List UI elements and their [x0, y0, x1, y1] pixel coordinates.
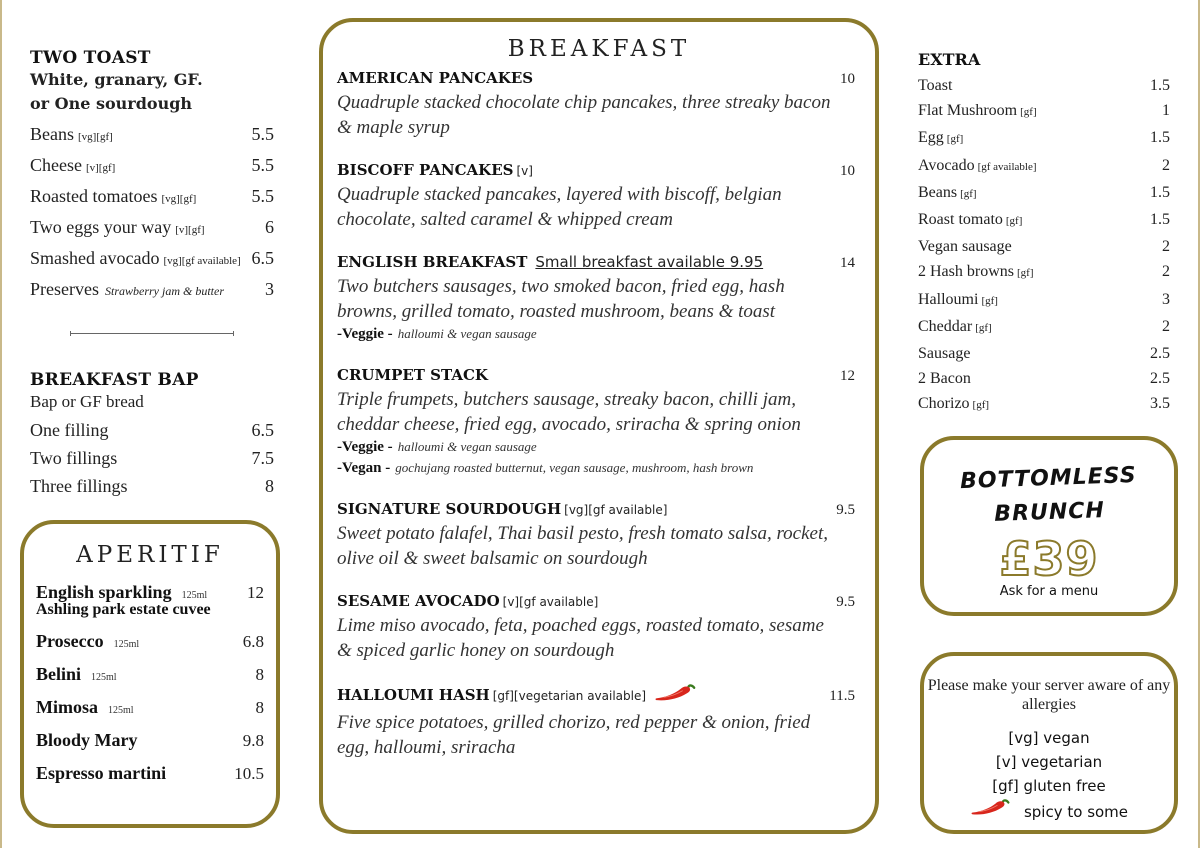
breakfast-item-head — [337, 499, 861, 519]
breakfast-item-head — [337, 591, 861, 611]
extra-item-label — [918, 287, 998, 314]
extra-item-label — [918, 125, 963, 152]
breakfast-item — [337, 252, 861, 345]
drink-item-label — [36, 664, 117, 685]
menu-item-price: 5.5 — [251, 186, 274, 206]
brunch-title — [923, 458, 1175, 535]
drink-item-label — [36, 697, 134, 718]
dietary-tag: [gf] — [981, 294, 998, 307]
drink-name: English sparkling — [36, 582, 172, 602]
dish-name: SESAME AVOCADO — [337, 592, 500, 610]
legend-item: [v] vegetarian — [995, 753, 1103, 771]
dish-description: Five spice potatoes, grilled chorizo, red pepper & onion, fried egg, halloumi, sriracha — [337, 712, 811, 758]
dish-variant — [337, 324, 861, 345]
menu-item — [30, 444, 274, 472]
section-subtitle: Bap or GF bread — [30, 392, 144, 411]
extra-item-name: Flat Mushroom — [918, 102, 1018, 120]
drink-name: Belini — [36, 664, 82, 684]
menu-item-price: 7.5 — [251, 448, 274, 468]
drink-item-label — [36, 763, 166, 784]
extra-item-price: 2 — [1162, 317, 1170, 335]
section-divider — [70, 333, 234, 334]
toast-list — [30, 120, 274, 305]
dietary-tag: [gf] — [960, 187, 977, 200]
dish-variant — [337, 458, 861, 479]
drink-size: 125ml — [91, 672, 117, 683]
breakfast-item-head — [337, 683, 861, 708]
dish-description: Triple frumpets, butchers sausage, streaky bacon, chilli jam, cheddar cheese, fried egg, avocado, sriracha & spring onion — [337, 389, 801, 435]
drink-item-label — [36, 730, 138, 751]
breakfast-item-label — [337, 160, 533, 179]
menu-item-label — [30, 244, 241, 275]
menu-item — [30, 182, 274, 213]
breakfast-item — [337, 68, 861, 140]
dietary-tag: [vg][gf available] — [163, 255, 241, 267]
drink-name: Espresso martini — [36, 763, 167, 783]
menu-item-price: 3 — [265, 279, 274, 299]
dietary-tag: [gf] — [1020, 106, 1037, 119]
section-title: TWO TOAST — [30, 48, 151, 68]
drink-item-label — [36, 631, 139, 652]
menu-item — [30, 151, 274, 182]
dish-description: Sweet potato falafel, Thai basil pesto, fresh tomato salsa, rocket, olive oil & sweet balsamic on sourdough — [337, 523, 828, 569]
menu-item-label — [30, 213, 205, 244]
extra-item-price: 2.5 — [1150, 370, 1170, 388]
menu-item — [30, 213, 274, 244]
menu-item-price: 8 — [265, 476, 274, 496]
extra-item — [918, 234, 1170, 259]
dietary-tag: [gf] — [972, 399, 990, 412]
extra-item-name: 2 Hash browns — [918, 263, 1014, 281]
extra-item-price: 3 — [1162, 290, 1170, 308]
extra-item-name: Toast — [918, 77, 953, 94]
extra-item-name: Vegan sausage — [918, 238, 1012, 256]
bottomless-brunch-box — [920, 436, 1178, 616]
section-title: EXTRA — [918, 50, 981, 69]
breakfast-item-label — [337, 683, 700, 708]
drink-item-head — [36, 582, 264, 603]
breakfast-item-head — [337, 68, 861, 88]
extra-item-label — [918, 234, 1012, 259]
drink-item — [36, 763, 264, 784]
drink-size: 125ml — [181, 590, 208, 601]
dish-price: 9.5 — [836, 594, 855, 610]
dish-price: 10 — [840, 163, 855, 179]
brunch-ask-note: Ask for a menu — [999, 584, 1099, 599]
menu-item-name: Two fillings — [30, 448, 118, 468]
drink-item-label — [36, 582, 207, 603]
dish-price: 10 — [840, 71, 855, 87]
dish-description: Quadruple stacked chocolate chip pancakes, three streaky bacon & maple syrup — [337, 92, 831, 138]
extra-item-price: 2 — [1162, 238, 1170, 256]
extra-item — [918, 73, 1170, 98]
chilli-pepper-icon — [654, 683, 700, 708]
extra-item-label — [918, 341, 970, 366]
menu-item-label — [30, 182, 196, 213]
drink-item-head — [36, 763, 264, 784]
breakfast-item-label — [337, 365, 488, 384]
drink-price: 8 — [255, 698, 264, 717]
breakfast-bap-section — [30, 370, 274, 500]
drink-size: 125ml — [108, 705, 134, 716]
dish-price: 9.5 — [836, 502, 855, 518]
menu-item-price: 6.5 — [251, 248, 274, 268]
menu-item-label — [30, 151, 115, 182]
aperitif-title: APERITIF — [76, 542, 224, 568]
extra-item-name: Halloumi — [918, 290, 979, 308]
extra-item — [918, 207, 1170, 234]
dish-description: Lime miso avocado, feta, poached eggs, roasted tomato, sesame & spiced garlic honey on sourdough — [337, 615, 824, 661]
dietary-tag: [gf] — [975, 321, 992, 334]
dish-name: BISCOFF PANCAKES — [337, 161, 514, 179]
extra-item-name: Sausage — [918, 345, 971, 363]
variant-label: -Veggie - — [337, 326, 393, 342]
extra-item-label — [918, 207, 1022, 234]
extra-item — [918, 341, 1170, 366]
drink-name: Mimosa — [36, 697, 98, 717]
section-title: BREAKFAST BAP — [30, 370, 199, 390]
breakfast-box — [319, 18, 879, 834]
extra-item — [918, 259, 1170, 286]
drink-item — [36, 582, 264, 619]
drink-size: 125ml — [113, 639, 140, 650]
menu-item-name: Preserves — [30, 279, 99, 299]
extra-section — [918, 50, 1170, 419]
breakfast-item — [337, 591, 861, 663]
extra-item — [918, 153, 1170, 180]
chilli-pepper-icon — [970, 798, 1014, 825]
extra-item-price: 3.5 — [1150, 395, 1170, 413]
extra-item — [918, 125, 1170, 152]
dietary-tag: [gf] — [1005, 215, 1023, 228]
dietary-tag: [vg][gf] — [78, 131, 113, 143]
dietary-tag: [v][gf] — [85, 162, 116, 174]
menu-item-name: Cheese — [30, 155, 82, 175]
extra-item-name: Avocado — [918, 156, 975, 174]
menu-item — [30, 244, 274, 275]
menu-item-price: 5.5 — [251, 155, 274, 175]
extra-item-name: Beans — [918, 183, 958, 201]
brunch-price: £39 — [999, 532, 1099, 586]
drink-price: 6.8 — [242, 632, 264, 651]
extra-list — [918, 73, 1170, 419]
extra-item-name: Cheddar — [918, 317, 973, 335]
drink-item-head — [36, 697, 264, 718]
breakfast-item-label — [337, 68, 533, 87]
left-column — [30, 48, 274, 500]
breakfast-item — [337, 160, 861, 232]
dish-name: AMERICAN PANCAKES — [337, 69, 534, 87]
breakfast-item-head — [337, 160, 861, 180]
menu-item — [30, 120, 274, 151]
two-toast-section — [30, 48, 274, 305]
extra-item-label — [918, 73, 952, 98]
drink-item-head — [36, 631, 264, 652]
variant-label: -Vegan - — [337, 460, 391, 476]
drink-name: Prosecco — [36, 631, 104, 651]
variant-text: halloumi & vegan sausage — [397, 439, 537, 454]
extra-item-label — [918, 314, 992, 341]
extra-item-label — [918, 259, 1034, 286]
section-subtitle: or One sourdough — [30, 94, 193, 113]
allergy-notice: Please make your server aware of any allergies — [927, 677, 1171, 713]
dish-name: SIGNATURE SOURDOUGH — [337, 500, 562, 518]
legend-item: [gf] gluten free — [992, 777, 1106, 795]
dietary-tag: [v][gf available] — [502, 595, 599, 609]
drink-price: 9.8 — [242, 731, 264, 750]
menu-item-name: One filling — [30, 420, 109, 440]
dietary-tag: [vg][gf] — [161, 193, 197, 205]
drink-price: 12 — [247, 583, 264, 602]
menu-item-name: Three fillings — [30, 476, 128, 496]
extra-item-name: 2 Bacon — [918, 370, 971, 388]
dietary-tag: [gf] — [1017, 267, 1034, 280]
dietary-tag: [v][gf] — [175, 224, 205, 236]
bap-list — [30, 416, 274, 500]
breakfast-item — [337, 499, 861, 571]
drink-item-head — [36, 664, 264, 685]
extra-item — [918, 366, 1170, 391]
extra-item-price: 1.5 — [1150, 211, 1170, 229]
menu-item-label — [30, 120, 113, 151]
dietary-tag: [gf] — [946, 133, 964, 146]
legend-spicy-label: spicy to some — [1023, 802, 1129, 821]
variant-label: -Veggie - — [337, 439, 393, 455]
drink-description: Ashling park estate cuvee — [36, 601, 211, 618]
dietary-tag: [v] — [516, 164, 533, 178]
breakfast-item — [337, 683, 861, 760]
breakfast-item — [337, 365, 861, 479]
menu-item-price: 6 — [265, 217, 274, 237]
breakfast-item-label — [337, 252, 763, 271]
drink-item-head — [36, 730, 264, 751]
extra-item-label — [918, 180, 977, 207]
dish-name: ENGLISH BREAKFAST — [337, 253, 528, 271]
drink-item — [36, 664, 264, 685]
menu-item-name: Smashed avocado — [30, 248, 160, 268]
extra-item-price: 1.5 — [1150, 129, 1170, 147]
extra-item-label — [918, 153, 1037, 180]
drink-price: 10.5 — [234, 764, 264, 783]
menu-item-name: Roasted tomatoes — [30, 186, 158, 206]
breakfast-item-head — [337, 252, 861, 272]
brunch-title-line: BRUNCH — [993, 498, 1106, 527]
extra-item-price: 2 — [1162, 263, 1170, 281]
dish-description: Two butchers sausages, two smoked bacon, fried egg, hash browns, grilled tomato, roasted mushroom, beans & toast — [337, 276, 785, 322]
page-edge-left — [0, 0, 2, 848]
breakfast-list — [337, 68, 861, 760]
dish-name: CRUMPET STACK — [337, 366, 488, 384]
extra-item-price: 1.5 — [1150, 77, 1170, 94]
drink-name: Bloody Mary — [36, 730, 138, 750]
dish-price: 14 — [840, 255, 855, 271]
dish-name: HALLOUMI HASH — [337, 686, 490, 704]
brunch-title-line: BOTTOMLESS — [959, 462, 1138, 495]
menu-item — [30, 275, 274, 305]
breakfast-item-label — [337, 499, 667, 518]
drink-item — [36, 730, 264, 751]
allergy-box — [920, 652, 1178, 834]
drink-price: 8 — [255, 665, 264, 684]
menu-item — [30, 416, 274, 444]
extra-item-price: 1.5 — [1150, 183, 1170, 201]
drink-item — [36, 697, 264, 718]
extra-item — [918, 180, 1170, 207]
legend-item-spicy — [924, 798, 1174, 825]
menu-item-price: 5.5 — [251, 124, 274, 144]
aperitif-list — [36, 582, 264, 784]
dietary-tag: [vg][gf available] — [564, 503, 668, 517]
variant-text: gochujang roasted butternut, vegan sausage, mushroom, hash brown — [395, 460, 754, 475]
aperitif-box — [20, 520, 280, 828]
drink-item — [36, 631, 264, 652]
variant-text: halloumi & vegan sausage — [397, 326, 537, 341]
dish-variant — [337, 437, 861, 458]
legend-item: [vg] vegan — [1008, 729, 1090, 747]
extra-item-label — [918, 391, 989, 418]
extra-item — [918, 314, 1170, 341]
extra-item-price: 2.5 — [1150, 345, 1170, 363]
extra-item-name: Roast tomato — [918, 211, 1003, 229]
menu-item — [30, 472, 274, 500]
extra-item-name: Chorizo — [918, 395, 970, 413]
extra-item-label — [918, 98, 1037, 125]
dish-price: 12 — [840, 368, 855, 384]
section-subtitle: White, granary, GF. — [30, 70, 203, 89]
menu-item-price: 6.5 — [251, 420, 274, 440]
breakfast-item-head — [337, 365, 861, 385]
extra-item-label — [918, 366, 971, 391]
extra-item-price: 1 — [1162, 102, 1170, 120]
dietary-tag: [gf available] — [977, 160, 1037, 173]
dietary-legend — [924, 726, 1174, 825]
breakfast-title: BREAKFAST — [507, 36, 691, 62]
dish-price: 11.5 — [829, 688, 855, 704]
menu-item-label — [30, 275, 224, 305]
dish-description: Quadruple stacked pancakes, layered with biscoff, belgian chocolate, salted caramel & whipped cream — [337, 184, 782, 230]
menu-item-name: Two eggs your way — [30, 217, 172, 237]
extra-item-name: Egg — [918, 129, 944, 147]
dish-extra-note: Small breakfast available 9.95 — [535, 253, 764, 271]
extra-item — [918, 287, 1170, 314]
breakfast-item-label — [337, 591, 598, 610]
menu-item-name: Beans — [30, 124, 74, 144]
extra-item-price: 2 — [1162, 156, 1170, 174]
menu-item-note: Strawberry jam & butter — [104, 284, 224, 298]
extra-item — [918, 391, 1170, 418]
dietary-tag: [gf][vegetarian available] — [492, 689, 647, 703]
extra-item — [918, 98, 1170, 125]
